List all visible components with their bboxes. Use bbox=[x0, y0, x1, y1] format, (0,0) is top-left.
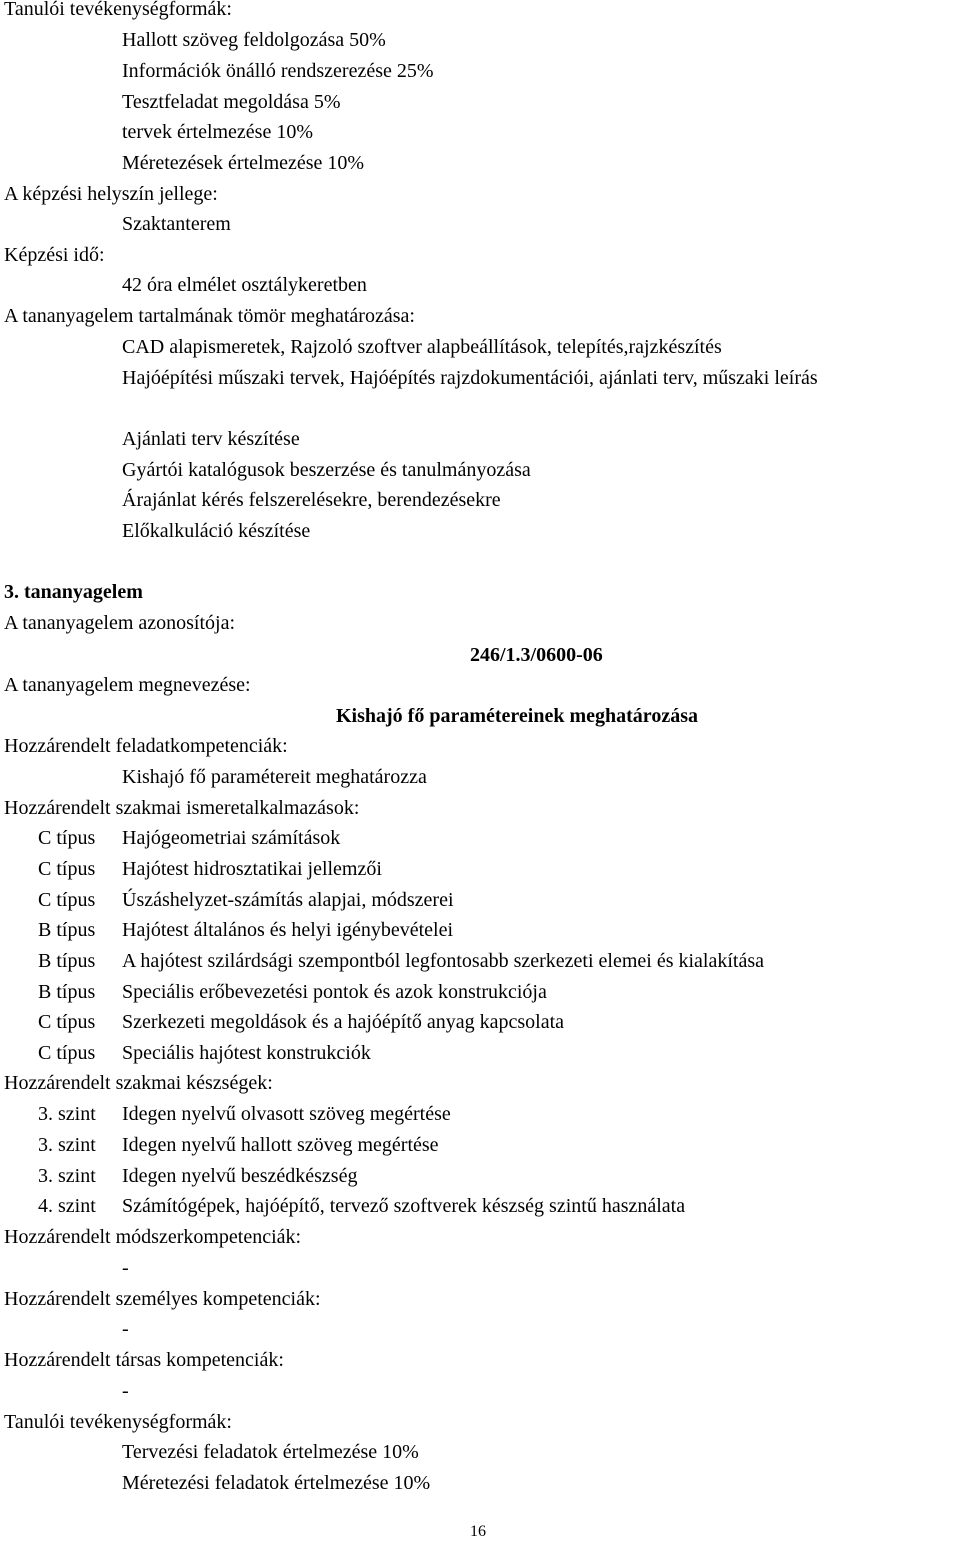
content-item: Árajánlat kérés felszerelésekre, berendezésekre bbox=[122, 489, 501, 511]
content-item: Előkalkuláció készítése bbox=[122, 520, 311, 542]
content-item: Hajóépítési műszaki tervek, Hajóépítés rajzdokumentációi, ajánlati terv, műszaki leírás bbox=[122, 367, 818, 389]
activities-heading: Tanulói tevékenységformák: bbox=[4, 0, 232, 20]
knowledge-row bbox=[0, 823, 960, 854]
activity-item: tervek értelmezése 10% bbox=[122, 121, 314, 143]
content-item: CAD alapismeretek, Rajzoló szoftver alapbeállítások, telepítés,rajzkészítés bbox=[122, 336, 722, 358]
page-number: 16 bbox=[470, 1523, 486, 1540]
knowledge-row bbox=[0, 946, 960, 977]
knowledge-text: Speciális erőbevezetési pontok és azok konstrukciója bbox=[122, 981, 547, 1003]
method-label: Hozzárendelt módszerkompetenciák: bbox=[4, 1226, 302, 1248]
knowledge-type: B típus bbox=[38, 919, 96, 941]
knowledge-text: Hajótest hidrosztatikai jellemzői bbox=[122, 858, 382, 880]
knowledge-row bbox=[0, 1038, 960, 1069]
knowledge-row bbox=[0, 854, 960, 885]
method-value: - bbox=[122, 1257, 129, 1279]
activity-item: Tervezési feladatok értelmezése 10% bbox=[122, 1441, 419, 1463]
knowledge-type: B típus bbox=[38, 950, 96, 972]
knowledge-type: B típus bbox=[38, 981, 96, 1003]
time-heading: Képzési idő: bbox=[4, 244, 105, 266]
content-item: Ajánlati terv készítése bbox=[122, 428, 300, 450]
knowledge-text: A hajótest szilárdsági szempontból legfontosabb szerkezeti elemei és kialakítása bbox=[122, 950, 765, 972]
skills-label: Hozzárendelt szakmai készségek: bbox=[4, 1072, 273, 1094]
id-label: A tananyagelem azonosítója: bbox=[4, 612, 236, 634]
skill-row bbox=[0, 1161, 960, 1192]
location-value: Szaktanterem bbox=[122, 213, 231, 235]
knowledge-label: Hozzárendelt szakmai ismeretalkalmazások: bbox=[4, 797, 360, 819]
skill-row bbox=[0, 1099, 960, 1130]
tasks-value: Kishajó fő paramétereit meghatározza bbox=[122, 766, 427, 788]
knowledge-row bbox=[0, 1007, 960, 1038]
personal-label: Hozzárendelt személyes kompetenciák: bbox=[4, 1288, 321, 1310]
activity-item: Méretezési feladatok értelmezése 10% bbox=[122, 1472, 431, 1494]
skill-text: Idegen nyelvű olvasott szöveg megértése bbox=[122, 1103, 451, 1125]
skill-level: 3. szint bbox=[38, 1134, 96, 1156]
time-value: 42 óra elmélet osztálykeretben bbox=[122, 274, 367, 296]
knowledge-text: Szerkezeti megoldások és a hajóépítő anyag kapcsolata bbox=[122, 1011, 565, 1033]
knowledge-text: Hajógeometriai számítások bbox=[122, 827, 341, 849]
knowledge-type: C típus bbox=[38, 1042, 96, 1064]
skill-row bbox=[0, 1191, 960, 1222]
id-value: 246/1.3/0600-06 bbox=[470, 644, 603, 666]
content-item: Gyártói katalógusok beszerzése és tanulmányozása bbox=[122, 459, 531, 481]
location-heading: A képzési helyszín jellege: bbox=[4, 183, 218, 205]
knowledge-type: C típus bbox=[38, 1011, 96, 1033]
skill-level: 3. szint bbox=[38, 1103, 96, 1125]
knowledge-type: C típus bbox=[38, 827, 96, 849]
name-value: Kishajó fő paramétereinek meghatározása bbox=[336, 705, 698, 727]
section-title: 3. tananyagelem bbox=[4, 581, 143, 603]
knowledge-type: C típus bbox=[38, 889, 96, 911]
activity-item: Méretezések értelmezése 10% bbox=[122, 152, 365, 174]
personal-value: - bbox=[122, 1318, 129, 1340]
social-value: - bbox=[122, 1380, 129, 1402]
skill-text: Számítógépek, hajóépítő, tervező szoftverek készség szintű használata bbox=[122, 1195, 686, 1217]
knowledge-text: Hajótest általános és helyi igénybevételei bbox=[122, 919, 453, 941]
skill-level: 4. szint bbox=[38, 1195, 96, 1217]
activity-item: Információk önálló rendszerezése 25% bbox=[122, 60, 434, 82]
knowledge-row bbox=[0, 977, 960, 1008]
skill-level: 3. szint bbox=[38, 1165, 96, 1187]
activity-item: Hallott szöveg feldolgozása 50% bbox=[122, 29, 386, 51]
knowledge-row bbox=[0, 915, 960, 946]
tasks-label: Hozzárendelt feladatkompetenciák: bbox=[4, 735, 288, 757]
content-heading: A tananyagelem tartalmának tömör meghatározása: bbox=[4, 305, 415, 327]
activity-item: Tesztfeladat megoldása 5% bbox=[122, 91, 341, 113]
knowledge-row bbox=[0, 885, 960, 916]
skill-row bbox=[0, 1130, 960, 1161]
knowledge-text: Speciális hajótest konstrukciók bbox=[122, 1042, 371, 1064]
skill-text: Idegen nyelvű hallott szöveg megértése bbox=[122, 1134, 439, 1156]
knowledge-text: Úszáshelyzet-számítás alapjai, módszerei bbox=[122, 889, 454, 911]
name-label: A tananyagelem megnevezése: bbox=[4, 674, 251, 696]
social-label: Hozzárendelt társas kompetenciák: bbox=[4, 1349, 284, 1371]
activities-label: Tanulói tevékenységformák: bbox=[4, 1411, 232, 1433]
skill-text: Idegen nyelvű beszédkészség bbox=[122, 1165, 358, 1187]
knowledge-type: C típus bbox=[38, 858, 96, 880]
